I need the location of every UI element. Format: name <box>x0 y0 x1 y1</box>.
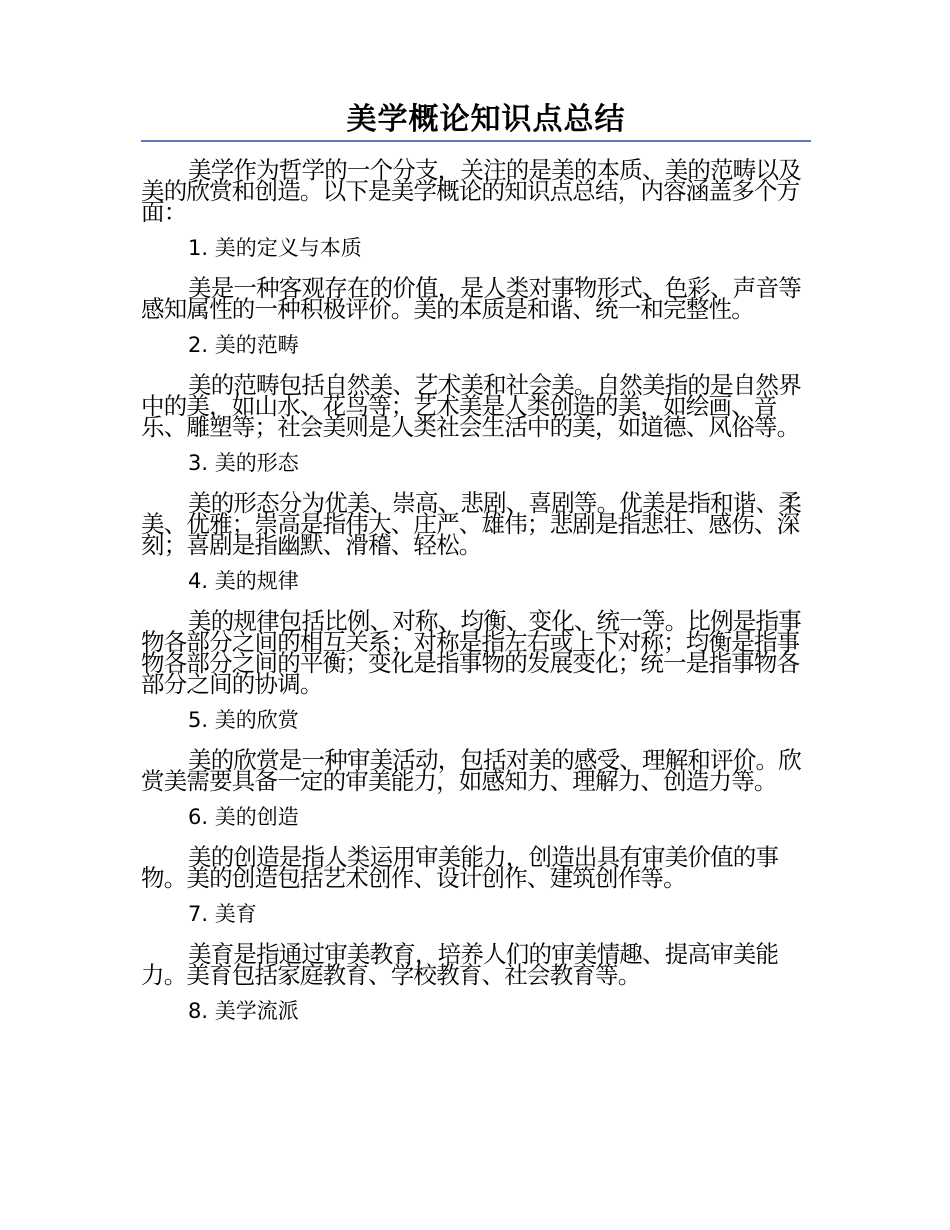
section-body-4: 美的规律包括比例、对称、均衡、变化、统一等。比例是指事物各部分之间的相互关系；对称是指左右或上下对称；均衡是指事物各部分之间的平衡；变化是指事物的发展变化；统一是指事物各部分之间的协调。 <box>141 607 801 698</box>
section-heading-7: 7. 美育 <box>188 902 257 926</box>
section-body-6: 美的创造是指人类运用审美能力，创造出具有审美价值的事物。美的创造包括艺术创作、设计创作、建筑创作等。 <box>141 843 779 892</box>
title-underline <box>141 140 811 142</box>
intro-paragraph: 美学作为哲学的一个分支，关注的是美的本质、美的范畴以及美的欣赏和创造。以下是美学概论的知识点总结，内容涵盖多个方面： <box>141 156 801 226</box>
section-body-5: 美的欣赏是一种审美活动，包括对美的感受、理解和评价。欣赏美需要具备一定的审美能力，如感知力、理解力、创造力等。 <box>141 746 801 795</box>
section-heading-6: 6. 美的创造 <box>188 805 299 829</box>
section-body-2: 美的范畴包括自然美、艺术美和社会美。自然美指的是自然界中的美，如山水、花鸟等；艺术美是人类创造的美，如绘画、音乐、雕塑等；社会美则是人类社会生活中的美，如道德、风俗等。 <box>141 371 801 441</box>
section-heading-2: 2. 美的范畴 <box>188 333 299 357</box>
section-heading-1: 1. 美的定义与本质 <box>188 236 362 260</box>
section-heading-5: 5. 美的欣赏 <box>188 708 299 732</box>
section-heading-3: 3. 美的形态 <box>188 451 299 475</box>
document-title: 美学概论知识点总结 <box>346 102 626 137</box>
section-body-3: 美的形态分为优美、崇高、悲剧、喜剧等。优美是指和谐、柔美、优雅；崇高是指伟大、庄严、雄伟；悲剧是指悲壮、感伤、深刻；喜剧是指幽默、滑稽、轻松。 <box>141 489 801 559</box>
section-body-7: 美育是指通过审美教育，培养人们的审美情趣、提高审美能力。美育包括家庭教育、学校教育、社会教育等。 <box>141 940 779 989</box>
section-heading-8: 8. 美学流派 <box>188 999 299 1023</box>
section-body-1: 美是一种客观存在的价值，是人类对事物形式、色彩、声音等感知属性的一种积极评价。美的本质是和谐、统一和完整性。 <box>141 274 801 323</box>
section-heading-4: 4. 美的规律 <box>188 569 299 593</box>
document-page <box>141 100 811 1024</box>
